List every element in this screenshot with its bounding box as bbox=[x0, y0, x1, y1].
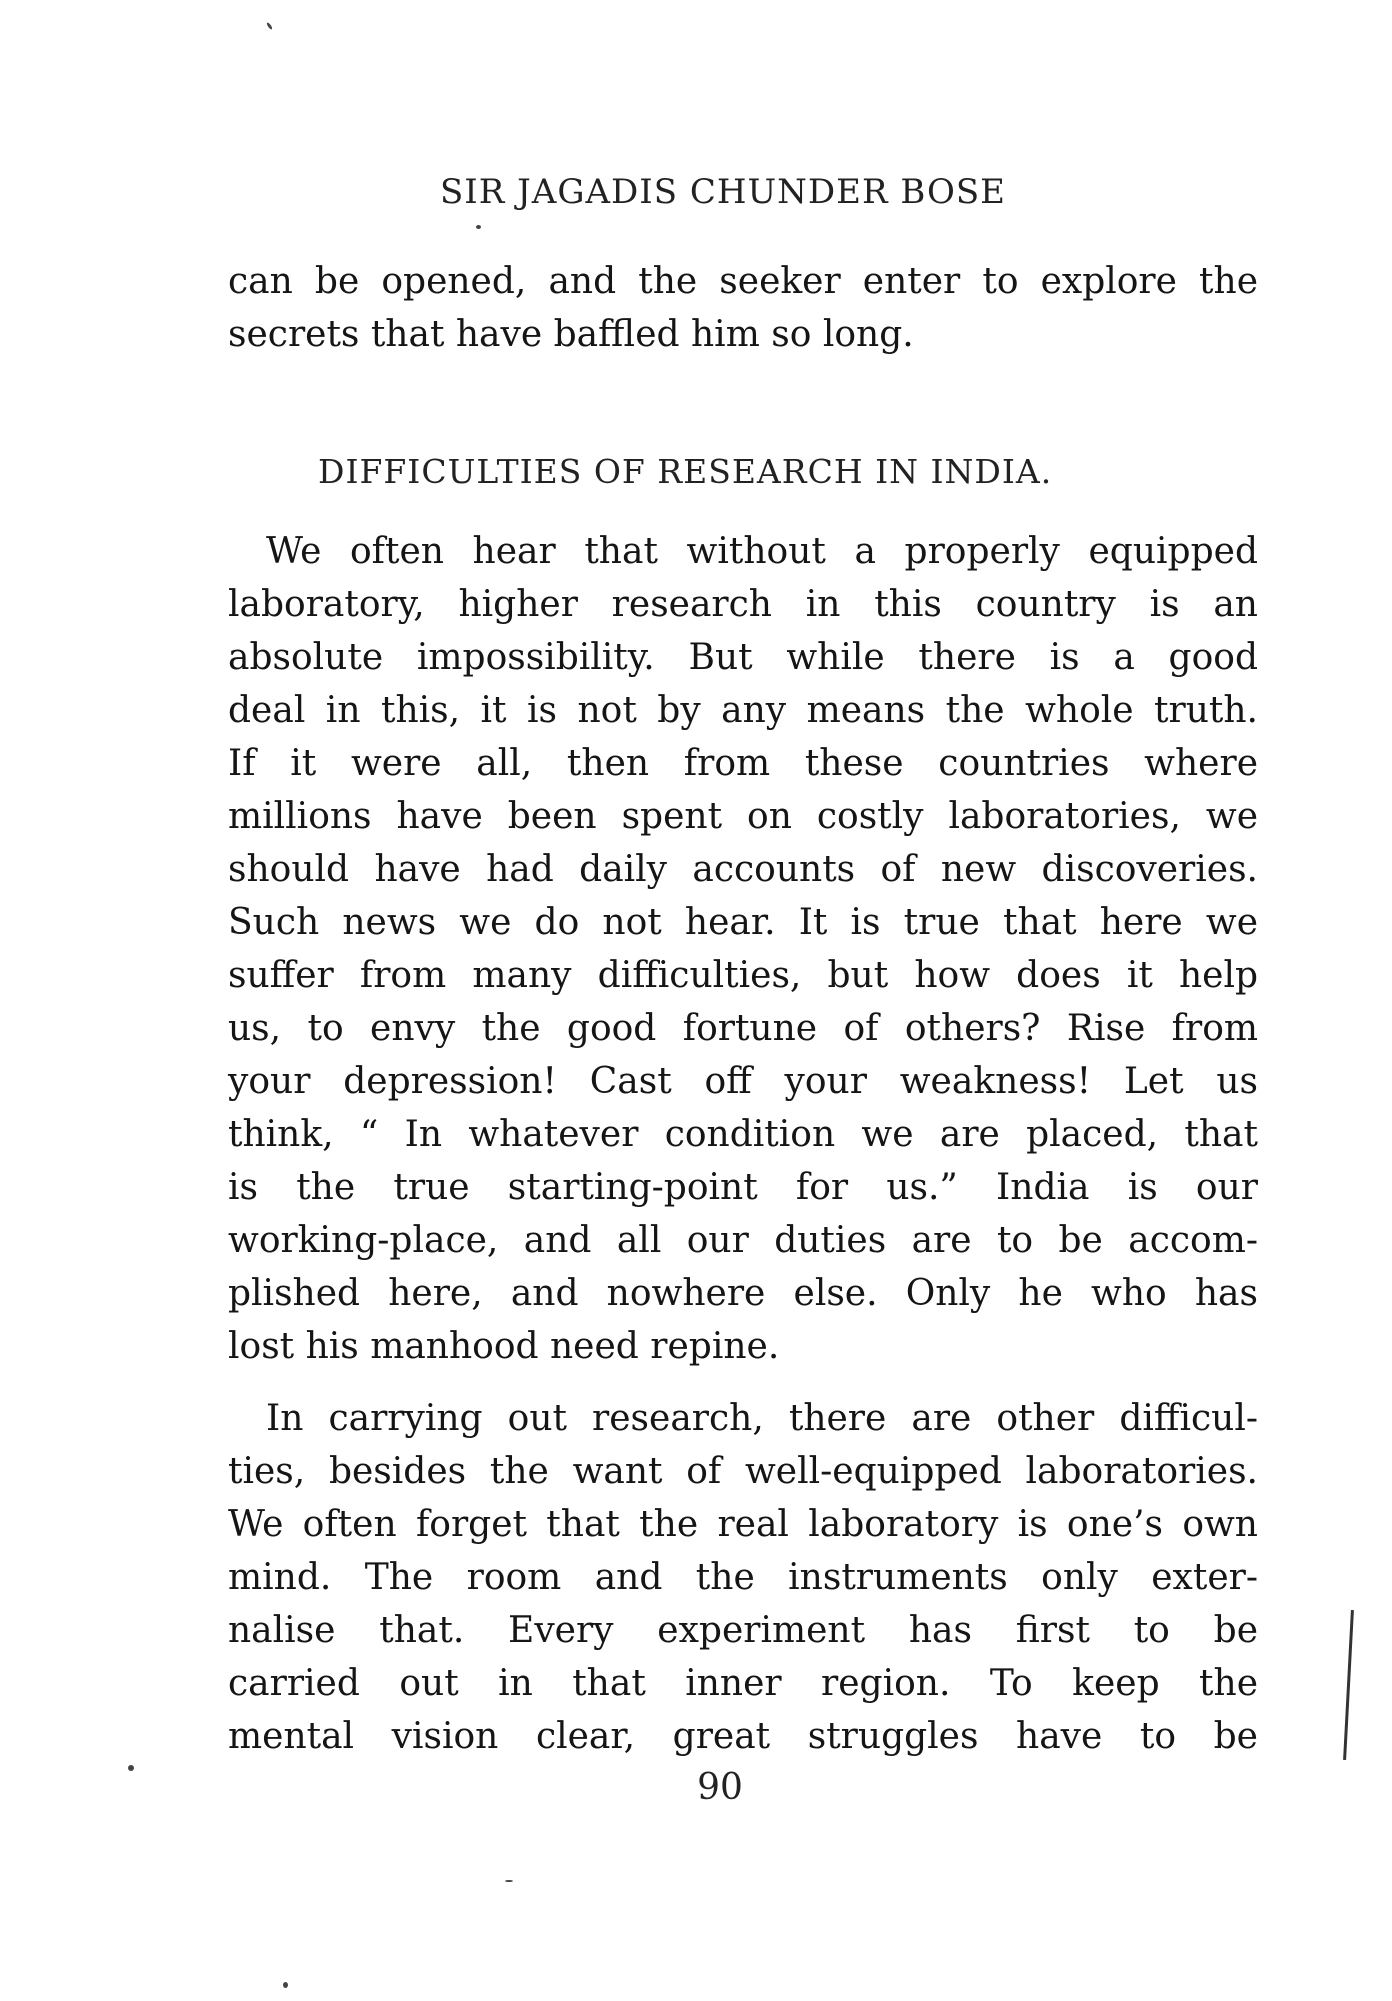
text-line: suffer from many difficulties, but how does it help bbox=[228, 955, 1258, 996]
text-line: We often hear that without a properly equipped bbox=[266, 531, 1258, 572]
text-line: In carrying out research, there are other difficul- bbox=[266, 1398, 1258, 1439]
text-line: can be opened, and the seeker enter to explore the bbox=[228, 261, 1258, 302]
paragraph-one bbox=[228, 525, 1258, 1373]
text-line: us, to envy the good fortune of others? Rise from bbox=[228, 1008, 1258, 1049]
print-speck bbox=[266, 22, 273, 30]
text-line: mind. The room and the instruments only exter- bbox=[228, 1557, 1258, 1598]
text-line: ties, besides the want of well-equipped laboratories. bbox=[228, 1451, 1258, 1492]
intro-paragraph bbox=[228, 255, 1258, 361]
text-line: nalise that. Every experiment has first to be bbox=[228, 1610, 1258, 1651]
print-speck bbox=[128, 1765, 134, 1771]
section-heading: DIFFICULTIES OF RESEARCH IN INDIA. bbox=[318, 452, 1053, 491]
paragraph-two bbox=[228, 1392, 1258, 1763]
text-line: If it were all, then from these countries where bbox=[228, 743, 1258, 784]
text-line: deal in this, it is not by any means the whole truth. bbox=[228, 690, 1258, 731]
text-line: laboratory, higher research in this country is an bbox=[228, 584, 1258, 625]
text-line: We often forget that the real laboratory is one’s own bbox=[228, 1504, 1258, 1545]
text-line: think, “ In whatever condition we are placed, that bbox=[228, 1114, 1258, 1155]
text-line: plished here, and nowhere else. Only he who has bbox=[228, 1273, 1258, 1314]
text-line: lost his manhood need repine. bbox=[228, 1326, 780, 1367]
text-line: absolute impossibility. But while there is a good bbox=[228, 637, 1258, 678]
text-line: Such news we do not hear. It is true that here we bbox=[228, 902, 1258, 943]
running-title: SIR JAGADIS CHUNDER BOSE bbox=[440, 172, 1006, 212]
print-speck bbox=[283, 1982, 288, 1988]
text-line: millions have been spent on costly laboratories, we bbox=[228, 796, 1258, 837]
text-line: mental vision clear, great struggles have to be bbox=[228, 1716, 1258, 1757]
text-line: should have had daily accounts of new discoveries. bbox=[228, 849, 1258, 890]
text-line: is the true starting-point for us.” India is our bbox=[228, 1167, 1258, 1208]
print-speck bbox=[505, 1880, 513, 1882]
page-number: 90 bbox=[697, 1767, 743, 1808]
text-line: carried out in that inner region. To keep the bbox=[228, 1663, 1258, 1704]
text-line: secrets that have baffled him so long. bbox=[228, 314, 914, 355]
print-speck bbox=[476, 225, 481, 229]
text-line: working-place, and all our duties are to be accom- bbox=[228, 1220, 1258, 1261]
text-line: your depression! Cast off your weakness! Let us bbox=[228, 1061, 1258, 1102]
margin-mark bbox=[1343, 1610, 1354, 1760]
